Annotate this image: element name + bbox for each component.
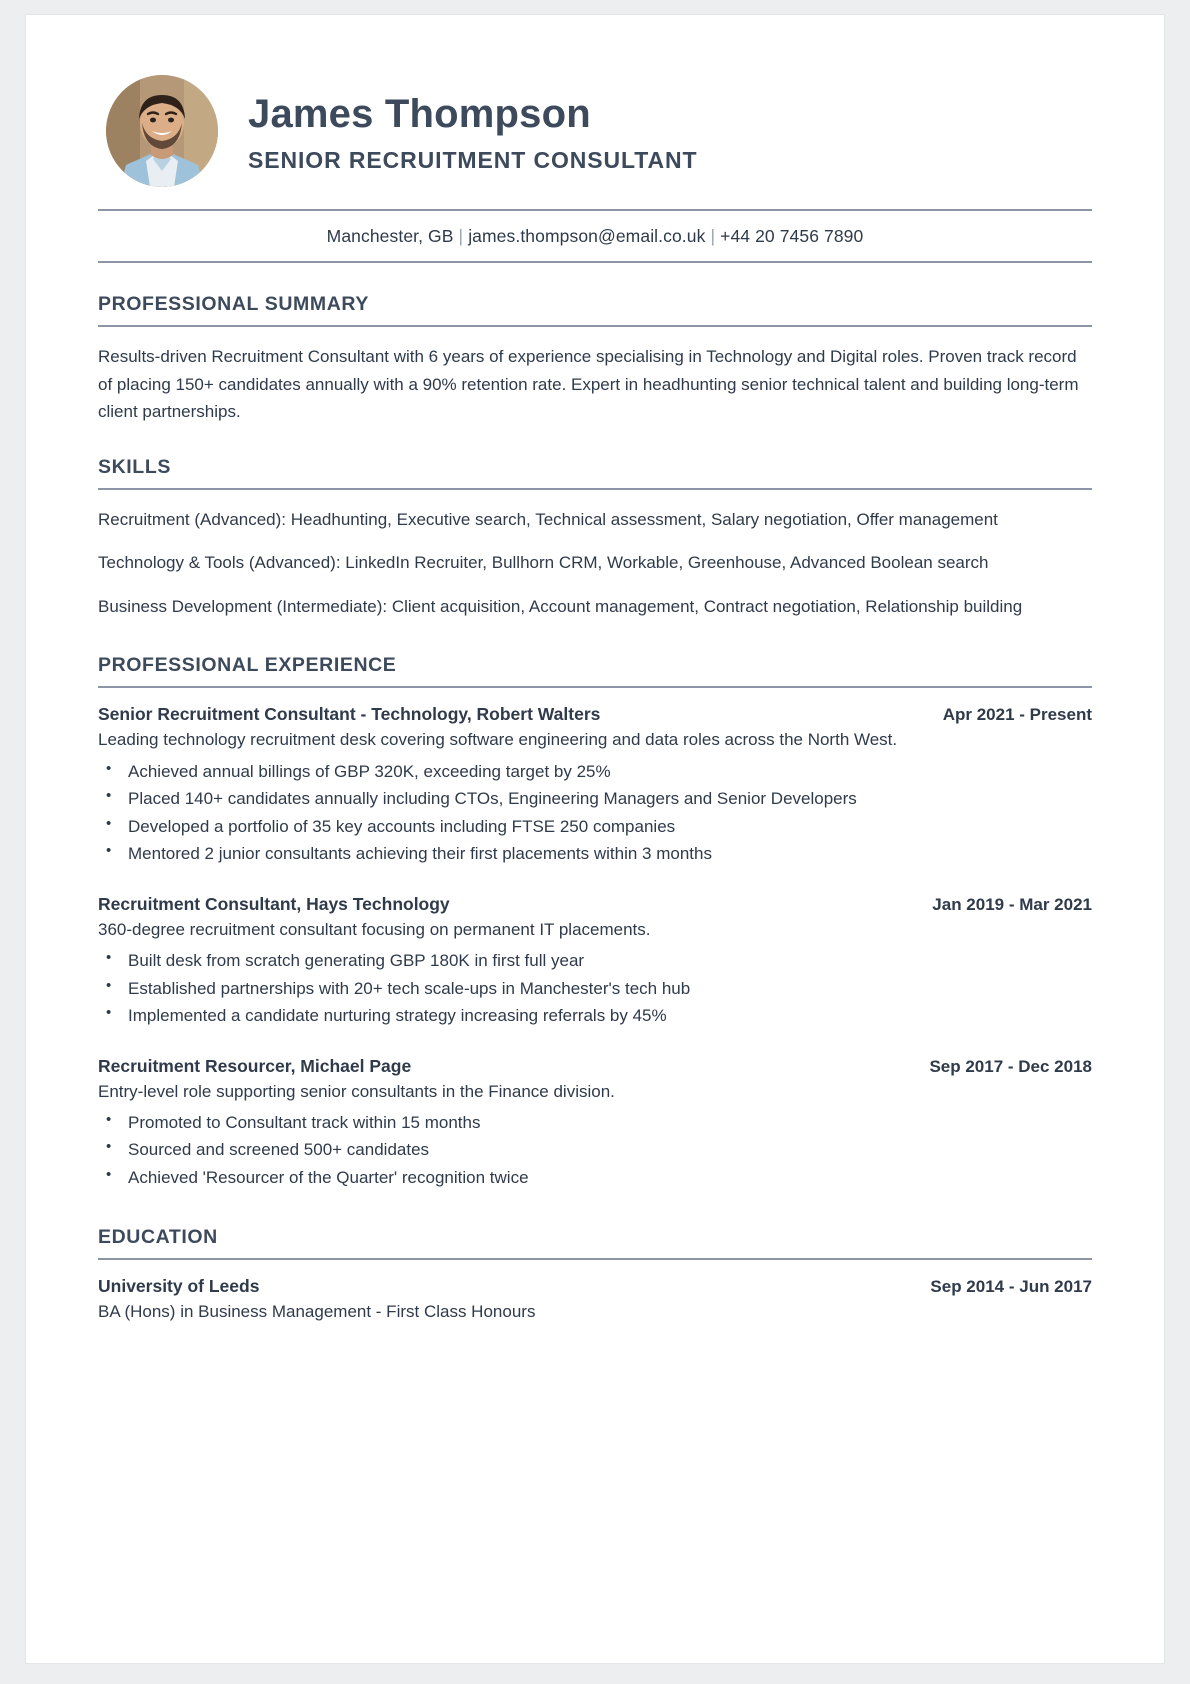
experience-role: Recruitment Consultant, Hays Technology [98, 893, 450, 914]
experience-bullet: • Mentored 2 junior consultants achieving their first placements within 3 months [98, 840, 1092, 868]
contact-email[interactable]: james.thompson@email.co.uk [468, 226, 706, 246]
experience-dates: Apr 2021 - Present [942, 705, 1092, 725]
experience-bullets [98, 758, 1092, 868]
experience-bullet: • Developed a portfolio of 35 key accounts including FTSE 250 companies [98, 813, 1092, 841]
section-title-education: EDUCATION [98, 1225, 218, 1248]
education-degree: BA (Hons) in Business Management - First Class Honours [98, 1301, 536, 1321]
experience-summary: 360-degree recruitment consultant focusing on permanent IT placements. [98, 919, 651, 939]
experience-entry-header [98, 894, 1092, 915]
experience-bullet: • Achieved 'Resourcer of the Quarter' recognition twice [98, 1164, 1092, 1192]
experience-role: Senior Recruitment Consultant - Technology, Robert Walters [98, 704, 601, 725]
header-text-block [248, 88, 1092, 174]
experience-bullet: • Achieved annual billings of GBP 320K, exceeding target by 25% [98, 758, 1092, 786]
resume-page [25, 14, 1165, 1664]
education-entry [98, 1276, 1092, 1325]
avatar [106, 75, 218, 187]
skill-group: Business Development (Intermediate): Client acquisition, Account management, Contract negotiation, Relationship building [98, 596, 1023, 616]
candidate-title: SENIOR RECRUITMENT CONSULTANT [248, 146, 698, 173]
section-title-experience: PROFESSIONAL EXPERIENCE [98, 654, 397, 677]
experience-bullets [98, 1109, 1092, 1192]
section-title-skills: SKILLS [98, 455, 171, 478]
experience-entry [98, 894, 1092, 1030]
skill-group: Recruitment (Advanced): Headhunting, Executive search, Technical assessment, Salary negotiation, Offer management [98, 509, 998, 529]
education-school: University of Leeds [98, 1275, 260, 1296]
contact-line [98, 211, 1092, 261]
experience-entry-header [98, 1056, 1092, 1077]
section-education [98, 1226, 1092, 1325]
experience-summary: Leading technology recruitment desk covering software engineering and data roles across the North West. [98, 730, 898, 750]
section-rule-education [98, 1258, 1092, 1260]
experience-bullet: • Implemented a candidate nurturing strategy increasing referrals by 45% [98, 1002, 1092, 1030]
experience-bullets [98, 947, 1092, 1030]
experience-dates: Sep 2017 - Dec 2018 [929, 1056, 1092, 1076]
contact-separator-2: | [710, 226, 716, 246]
experience-bullet: • Promoted to Consultant track within 15 months [98, 1109, 1092, 1137]
education-entry-header [98, 1276, 1092, 1297]
profile-photo-icon [106, 75, 218, 187]
experience-role: Recruitment Resourcer, Michael Page [98, 1055, 412, 1076]
experience-entry [98, 1056, 1092, 1192]
experience-dates: Jan 2019 - Mar 2021 [932, 894, 1092, 914]
section-title-summary: PROFESSIONAL SUMMARY [98, 293, 369, 315]
experience-bullet: • Placed 140+ candidates annually including CTOs, Engineering Managers and Senior Developers [98, 785, 1092, 813]
header-divider-bottom [98, 261, 1092, 263]
section-rule-skills [98, 488, 1092, 490]
experience-summary: Entry-level role supporting senior consultants in the Finance division. [98, 1081, 615, 1101]
candidate-name: James Thompson [248, 92, 591, 137]
experience-entry [98, 704, 1092, 867]
skill-group: Technology & Tools (Advanced): LinkedIn Recruiter, Bullhorn CRM, Workable, Greenhouse, Advanced Boolean search [98, 553, 989, 573]
experience-bullet: • Built desk from scratch generating GBP 180K in first full year [98, 947, 1092, 975]
experience-bullet: • Sourced and screened 500+ candidates [98, 1136, 1092, 1164]
contact-phone[interactable]: +44 20 7456 7890 [720, 226, 864, 246]
experience-bullet: • Established partnerships with 20+ tech scale-ups in Manchester's tech hub [98, 975, 1092, 1003]
section-professional-summary [98, 293, 1092, 426]
contact-location: Manchester, GB [326, 226, 454, 246]
section-rule-summary [98, 325, 1092, 327]
education-dates: Sep 2014 - Jun 2017 [930, 1276, 1092, 1296]
section-professional-experience [98, 654, 1092, 1191]
section-skills [98, 456, 1092, 621]
experience-entry-header [98, 704, 1092, 725]
summary-text: Results-driven Recruitment Consultant with 6 years of experience specialising in Technology and Digital roles. Proven track record of placing 150+ candidates annually with a 90% retention rate. Expert in headhunting senior technical talent and building long-term client partnerships. [98, 347, 1079, 422]
contact-separator-1: | [458, 226, 464, 246]
section-rule-experience [98, 686, 1092, 688]
resume-header [98, 75, 1092, 187]
